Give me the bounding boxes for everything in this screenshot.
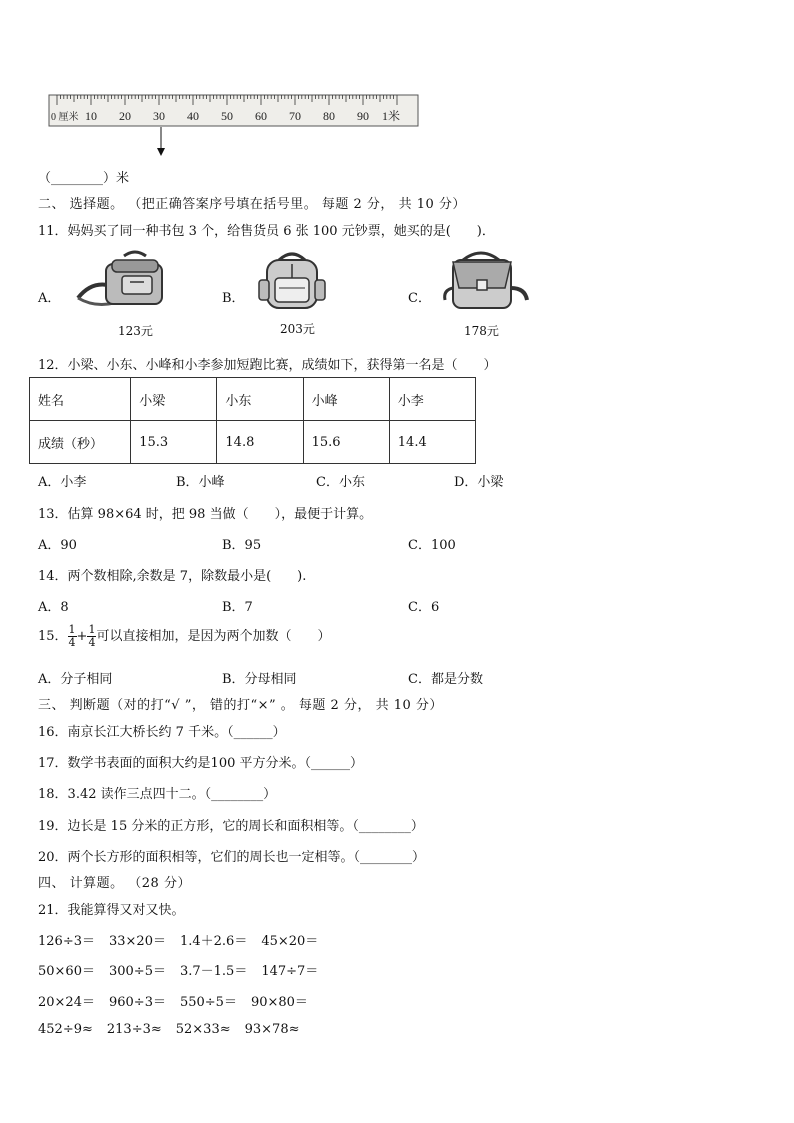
- q11-option-a-price: 123元: [118, 324, 153, 338]
- ruler-label: 80: [323, 109, 335, 123]
- ruler-label: 1米: [381, 109, 401, 123]
- question-13: 13．估算 98×64 时，把 98 当做（ ），最便于计算。: [38, 507, 373, 522]
- calc-item: 126÷3＝: [38, 934, 95, 949]
- q15-text: 可以直接相加，是因为两个加数（ ）: [96, 629, 331, 644]
- ruler-label: 10: [85, 109, 97, 123]
- judgment-19: 19．边长是 15 分米的正方形，它的周长和面积相等。（________）: [38, 819, 424, 834]
- table-cell: 小峰: [303, 378, 389, 421]
- q14-option-a[interactable]: A．8: [38, 600, 69, 615]
- calc-item: 550÷5＝: [179, 995, 237, 1010]
- ruler-label: 30: [153, 109, 165, 123]
- judgment-17: 17．数学书表面的面积大约是100 平方分米。（______）: [38, 756, 363, 771]
- calc-item: 90×80＝: [250, 995, 308, 1010]
- fraction-numerator: 1: [88, 623, 96, 636]
- shoulder-bag-icon: [72, 250, 170, 318]
- satchel-icon: [441, 248, 531, 314]
- q15-option-a[interactable]: A．分子相同: [38, 672, 113, 687]
- table-cell: 14.8: [217, 421, 303, 464]
- ruler-label: 40: [187, 109, 199, 123]
- q11-option-b-letter[interactable]: B．: [222, 291, 245, 306]
- fraction-denominator: 4: [88, 636, 96, 649]
- table-cell: 15.6: [303, 421, 389, 464]
- ruler-answer: （________）米: [38, 171, 130, 186]
- calc-item: 1.4＋2.6＝: [179, 934, 248, 949]
- calc-item: 3.7－1.5＝: [179, 964, 248, 979]
- ruler: [48, 94, 420, 158]
- ruler-label: 50: [221, 109, 233, 123]
- question-15: [38, 624, 330, 649]
- calc-row: [38, 930, 332, 949]
- table-cell: 15.3: [131, 421, 217, 464]
- q14-option-b[interactable]: B．7: [222, 600, 253, 615]
- calc-item: 45×20＝: [261, 934, 319, 949]
- calc-item: 20×24＝: [38, 995, 95, 1010]
- table-row: [30, 421, 476, 464]
- calc-item: 300÷5＝: [108, 964, 166, 979]
- q15-number: 15．: [38, 629, 68, 644]
- calc-item: 147÷7＝: [261, 964, 319, 979]
- calc-item: 93×78≈: [244, 1022, 300, 1037]
- judgment-20: 20．两个长方形的面积相等，它们的周长也一定相等。（________）: [38, 850, 426, 865]
- section-2-heading: 二、 选择题。 （把正确答案序号填在括号里。 每题 2 分， 共 10 分）: [38, 197, 466, 212]
- q12-option-d[interactable]: D．小梁: [454, 475, 504, 490]
- calc-row: [38, 991, 322, 1010]
- section-4-heading: 四、 计算题。 （28 分）: [38, 876, 191, 891]
- question-12: 12．小梁、小东、小峰和小李参加短跑比赛，成绩如下，获得第一名是（ ）: [38, 358, 497, 373]
- q14-option-c[interactable]: C．6: [408, 600, 440, 615]
- fraction-denominator: 4: [68, 636, 76, 649]
- calc-item: 50×60＝: [38, 964, 95, 979]
- calc-item: 452÷9≈: [38, 1022, 93, 1037]
- plus-sign: +: [76, 629, 88, 644]
- q11-option-a-letter[interactable]: A．: [38, 291, 61, 306]
- section-3-heading: 三、 判断题（对的打“√ ”， 错的打“×” 。 每题 2 分， 共 10 分）: [38, 698, 443, 713]
- table-cell: 成绩（秒）: [30, 421, 131, 464]
- calc-item: 213÷3≈: [106, 1022, 162, 1037]
- q11-option-c-letter[interactable]: C．: [408, 291, 431, 306]
- fraction: [68, 624, 77, 649]
- question-21: 21．我能算得又对又快。: [38, 903, 185, 918]
- q11-option-c-price: 178元: [464, 324, 499, 338]
- q11-option-b-price: 203元: [280, 322, 315, 336]
- table-cell: 小东: [217, 378, 303, 421]
- ruler-label: 20: [119, 109, 131, 123]
- calc-item: 960÷3＝: [108, 995, 166, 1010]
- calc-row: [38, 960, 332, 979]
- table-header-row: [30, 378, 476, 421]
- question-11: 11．妈妈买了同一种书包 3 个，给售货员 6 张 100 元钞票，她买的是( )．: [38, 224, 495, 239]
- table-cell: 14.4: [389, 421, 475, 464]
- ruler-arrow-head: [157, 148, 165, 156]
- fraction-numerator: 1: [68, 623, 76, 636]
- ruler-label: 70: [289, 109, 301, 123]
- table-cell: 姓名: [30, 378, 131, 421]
- q15-option-b[interactable]: B．分母相同: [222, 672, 297, 687]
- q12-option-a[interactable]: A．小李: [38, 475, 87, 490]
- backpack-icon: [257, 250, 327, 312]
- calc-item: 52×33≈: [175, 1022, 231, 1037]
- ruler-label: 0 厘米: [51, 112, 79, 123]
- q13-option-a[interactable]: A．90: [38, 538, 77, 553]
- q13-option-c[interactable]: C．100: [408, 538, 456, 553]
- judgment-16: 16．南京长江大桥长约 7 千米。（______）: [38, 725, 286, 740]
- score-table: [29, 377, 476, 464]
- judgment-18: 18．3.42 读作三点四十二。（________）: [38, 787, 277, 802]
- q12-option-b[interactable]: B．小峰: [176, 475, 225, 490]
- ruler-label: 60: [255, 109, 267, 123]
- calc-item: 33×20＝: [108, 934, 166, 949]
- q13-option-b[interactable]: B．95: [222, 538, 262, 553]
- table-cell: 小梁: [131, 378, 217, 421]
- q15-option-c[interactable]: C．都是分数: [408, 672, 483, 687]
- calc-row: [38, 1022, 314, 1037]
- ruler-label: 90: [357, 109, 369, 123]
- table-cell: 小李: [389, 378, 475, 421]
- question-14: 14．两个数相除,余数是 7，除数最小是( ).: [38, 569, 307, 584]
- q12-option-c[interactable]: C．小东: [316, 475, 365, 490]
